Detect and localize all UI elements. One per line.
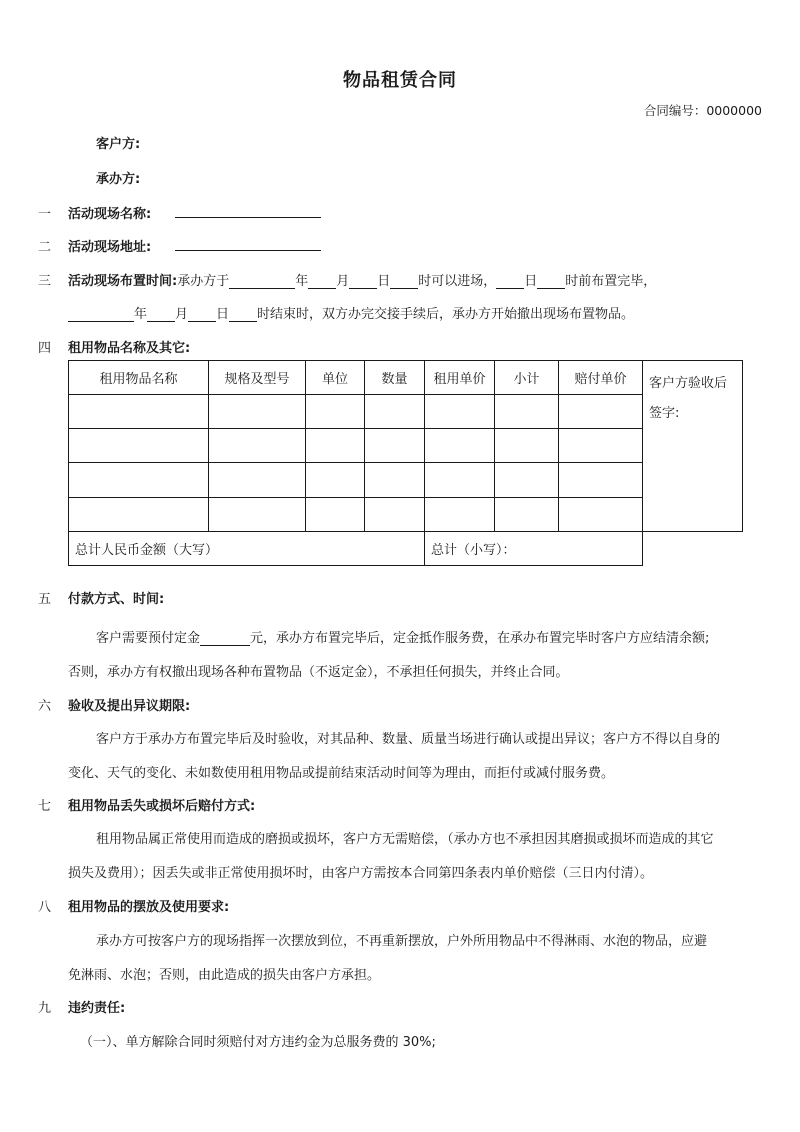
- table-cell[interactable]: [69, 429, 209, 463]
- table-cell[interactable]: [306, 463, 365, 497]
- section-7-paragraph-1: 租用物品属正常使用而造成的磨损或损坏，客户方无需赔偿，（承办方也不承担因其磨损或损坏而造成的其它: [96, 832, 714, 847]
- customer-label: 客户方:: [96, 137, 141, 152]
- table-cell[interactable]: [495, 497, 559, 531]
- items-table: [68, 360, 743, 566]
- table-cell[interactable]: [365, 463, 425, 497]
- table-cell[interactable]: [365, 395, 425, 429]
- section-3-heading: 活动现场布置时间:: [68, 274, 178, 289]
- table-cell[interactable]: [425, 429, 495, 463]
- section-9-heading: 违约责任:: [68, 1001, 126, 1016]
- table-row: [69, 497, 743, 531]
- section-6-paragraph-1: 客户方于承办方布置完毕后及时验收，对其品种、数量、质量当场进行确认或提出异议；客户方不得以自身的: [96, 732, 721, 747]
- table-cell[interactable]: [209, 463, 306, 497]
- table-cell[interactable]: [495, 395, 559, 429]
- table-cell[interactable]: [306, 497, 365, 531]
- table-cell[interactable]: [559, 429, 643, 463]
- section-6-paragraph-2: 变化、天气的变化、未如数使用租用物品或提前结束活动时间等为理由，而拒付或减付服务费。: [68, 766, 615, 781]
- section-9-number: 九: [38, 1001, 52, 1016]
- header-subtotal: 小计: [495, 361, 559, 395]
- section-7-number: 七: [38, 799, 52, 814]
- end-day-field[interactable]: [188, 307, 216, 322]
- section-4-heading: 租用物品名称及其它:: [68, 341, 191, 356]
- table-cell[interactable]: [425, 395, 495, 429]
- table-cell[interactable]: [209, 497, 306, 531]
- table-cell[interactable]: [495, 463, 559, 497]
- table-cell[interactable]: [209, 429, 306, 463]
- header-compensation-price: 赔付单价: [559, 361, 643, 395]
- contractor-label: 承办方:: [96, 172, 141, 187]
- section-7-paragraph-2: 损失及费用）；因丢失或非正常使用损坏时，由客户方需按本合同第四条表内单价赔偿（三日内付清）。: [68, 866, 654, 881]
- header-quantity: 数量: [365, 361, 425, 395]
- section-2-heading: 活动现场地址:: [68, 240, 152, 255]
- total-amount-chinese[interactable]: 总计人民币金额（大写）: [69, 531, 425, 565]
- table-row: [69, 463, 743, 497]
- table-cell[interactable]: [559, 395, 643, 429]
- header-unit-price: 租用单价: [425, 361, 495, 395]
- finish-day-field[interactable]: [496, 274, 524, 289]
- end-hour-field[interactable]: [229, 307, 257, 322]
- table-cell[interactable]: [365, 497, 425, 531]
- table-cell[interactable]: [306, 395, 365, 429]
- venue-address-field[interactable]: [175, 236, 321, 251]
- table-cell[interactable]: [495, 429, 559, 463]
- section-2-number: 二: [38, 240, 52, 255]
- section-7-heading: 租用物品丢失或损坏后赔付方式:: [68, 799, 256, 814]
- table-cell[interactable]: [425, 463, 495, 497]
- section-5-paragraph-1: 客户需要预付定金 元，承办方布置完毕后，定金抵作服务费，在承办布置完毕时客户方应结清余额;: [96, 631, 710, 646]
- end-year-field[interactable]: [68, 307, 134, 322]
- table-row: [69, 429, 743, 463]
- section-4-number: 四: [38, 341, 52, 356]
- section-8-paragraph-1: 承办方可按客户方的现场指挥一次摆放到位，不再重新摆放，户外所用物品中不得淋雨、水泡的物品，应避: [96, 934, 708, 949]
- header-unit: 单位: [306, 361, 365, 395]
- section-8-heading: 租用物品的摆放及使用要求:: [68, 900, 230, 915]
- section-6-number: 六: [38, 699, 52, 714]
- table-cell[interactable]: [69, 463, 209, 497]
- section-5-paragraph-2: 否则，承办方有权撤出现场各种布置物品（不返定金），不承担任何损失，并终止合同。: [68, 665, 569, 680]
- total-amount-numeric[interactable]: 总计（小写）：: [425, 531, 643, 565]
- deposit-amount-field[interactable]: [200, 631, 250, 646]
- section-3-line-2: 年 月 日 时结束时，双方办完交接手续后，承办方开始撤出现场布置物品。: [68, 303, 634, 322]
- section-5-heading: 付款方式、时间:: [68, 592, 165, 607]
- table-cell[interactable]: [69, 497, 209, 531]
- table-cell[interactable]: [559, 463, 643, 497]
- section-9-clause-1: （一）、单方解除合同时须赔付对方违约金为总服务费的 30%;: [80, 1035, 436, 1050]
- table-cell[interactable]: [365, 429, 425, 463]
- end-month-field[interactable]: [147, 307, 175, 322]
- section-8-paragraph-2: 免淋雨、水泡；否则，由此造成的损失由客户方承担。: [68, 968, 381, 983]
- page-title: 物品租赁合同: [343, 70, 457, 91]
- table-cell[interactable]: [69, 395, 209, 429]
- section-3-line-1: 活动现场布置时间:承办方于 年 月 日 时可以进场， 日 时前布置完毕，: [68, 274, 657, 289]
- table-cell[interactable]: [209, 395, 306, 429]
- section-5-number: 五: [38, 592, 52, 607]
- table-row: [69, 395, 743, 429]
- finish-hour-field[interactable]: [537, 274, 565, 289]
- section-8-number: 八: [38, 900, 52, 915]
- setup-year-field[interactable]: [229, 274, 295, 289]
- header-item-name: 租用物品名称: [69, 361, 209, 395]
- header-spec: 规格及型号: [209, 361, 306, 395]
- setup-month-field[interactable]: [308, 274, 336, 289]
- contract-number: 合同编号：0000000: [643, 103, 762, 118]
- table-cell[interactable]: [425, 497, 495, 531]
- customer-signature-cell[interactable]: 客户方验收后签字:: [643, 361, 743, 532]
- section-1-number: 一: [38, 207, 52, 222]
- table-cell[interactable]: [306, 429, 365, 463]
- section-6-heading: 验收及提出异议期限:: [68, 699, 191, 714]
- venue-name-field[interactable]: [175, 203, 321, 218]
- table-cell[interactable]: [559, 497, 643, 531]
- entry-hour-field[interactable]: [390, 274, 418, 289]
- section-3-number: 三: [38, 274, 52, 289]
- setup-day-field[interactable]: [349, 274, 377, 289]
- section-1-heading: 活动现场名称:: [68, 207, 152, 222]
